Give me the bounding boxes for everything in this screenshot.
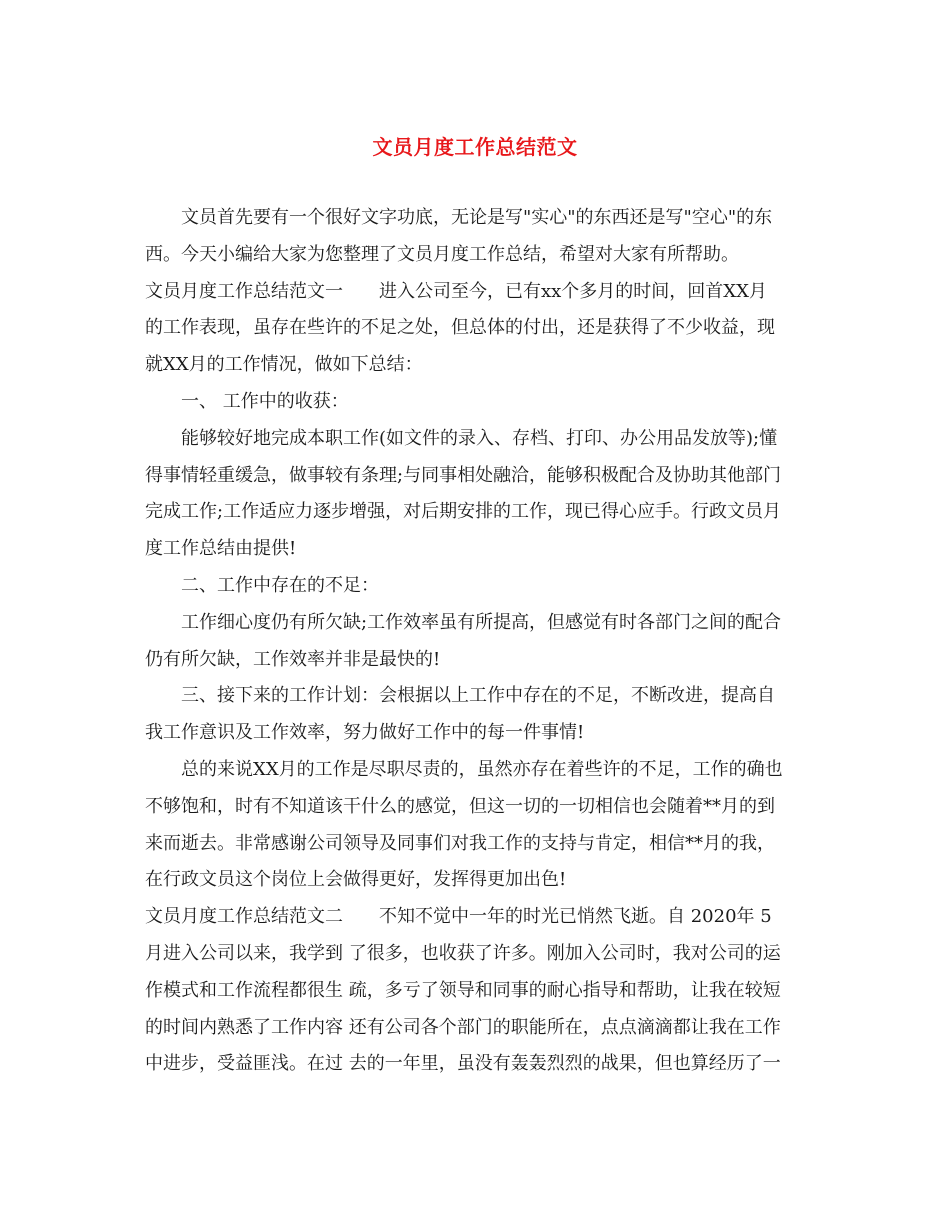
body-line: 文员月度工作总结范文二 不知不觉中一年的时光已悄然飞逝。自 2020年 5 — [145, 906, 772, 928]
body-line: 文员首先要有一个很好文字功底，无论是写"实心"的东西还是写"空心"的东 — [181, 207, 773, 228]
body-line: 我工作意识及工作效率，努力做好工作中的每一件事情! — [145, 722, 585, 744]
body-line: 文员月度工作总结范文一 进入公司至今，已有xx个多月的时间，回首XX月 — [145, 280, 767, 302]
body-line: 的时间内熟悉了工作内容 还有公司各个部门的职能所在，点点滴滴都让我在工作 — [145, 1016, 781, 1038]
body-line: 二、工作中存在的不足： — [181, 574, 379, 596]
document-body — [145, 200, 805, 1083]
body-line: 得事情轻重缓急，做事较有条理;与同事相处融洽，能够积极配合及协助其他部门 — [145, 464, 782, 486]
document-title: 文员月度工作总结范文 — [372, 135, 578, 159]
body-line: 来而逝去。非常感谢公司领导及同事们对我工作的支持与肯定，相信**月的我， — [145, 832, 775, 854]
body-line: 度工作总结由提供! — [145, 538, 297, 560]
body-line: 不够饱和，时有不知道该干什么的感觉，但这一切的一切相信也会随着**月的到 — [145, 795, 775, 817]
body-line: 作模式和工作流程都很生 疏，多亏了领导和同事的耐心指导和帮助，让我在较短 — [145, 979, 781, 1001]
body-line: 工作细心度仍有所欠缺;工作效率虽有所提高，但感觉有时各部门之间的配合 — [181, 611, 782, 633]
body-line: 一、 工作中的收获： — [181, 390, 349, 412]
body-line: 在行政文员这个岗位上会做得更好，发挥得更加出色! — [145, 869, 567, 891]
body-line: 总的来说XX月的工作是尽职尽责的，虽然亦存在着些许的不足，工作的确也 — [181, 758, 783, 780]
body-line: 完成工作;工作适应力逐步增强，对后期安排的工作，现已得心应手。行政文员月 — [145, 501, 782, 523]
body-line: 三、接下来的工作计划：会根据以上工作中存在的不足，不断改进，提高自 — [181, 685, 775, 707]
body-line: 仍有所欠缺，工作效率并非是最快的! — [145, 648, 441, 670]
body-line: 能够较好地完成本职工作(如文件的录入、存档、打印、办公用品发放等);懂 — [181, 427, 778, 449]
body-line: 中进步，受益匪浅。在过 去的一年里，虽没有轰轰烈烈的战果，但也算经历了一 — [145, 1053, 781, 1075]
body-line: 月进入公司以来，我学到 了很多，也收获了许多。刚加入公司时，我对公司的运 — [145, 942, 781, 964]
body-line: 就XX月的工作情况，做如下总结： — [145, 354, 423, 376]
body-line: 西。今天小编给大家为您整理了文员月度工作总结，希望对大家有所帮助。 — [145, 243, 739, 265]
body-line: 的工作表现，虽存在些许的不足之处，但总体的付出，还是获得了不少收益，现 — [145, 317, 775, 339]
